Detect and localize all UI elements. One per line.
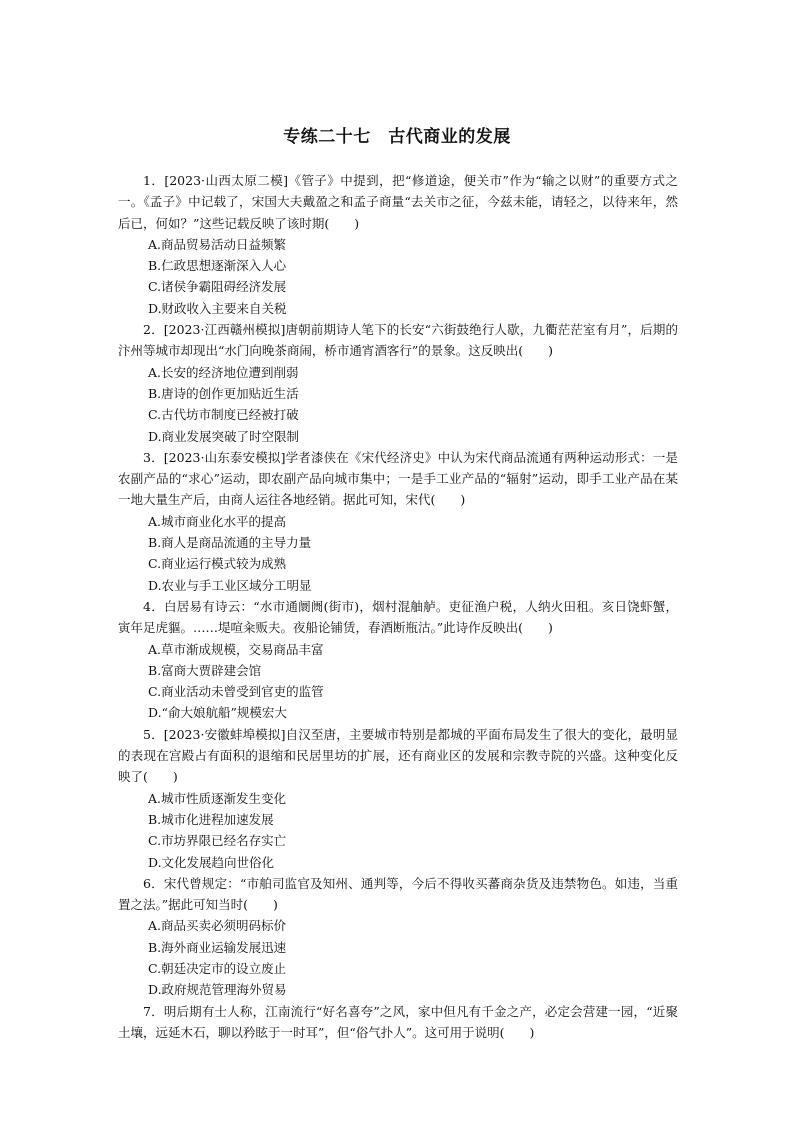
question-6 [118, 873, 678, 1001]
option-b: B.商人是商品流通的主导力量 [148, 535, 312, 551]
option-b: B.城市化进程加速发展 [148, 811, 274, 827]
option-b: B.海外商业运输发展迅速 [148, 939, 287, 955]
option-d: D.文化发展趋向世俗化 [148, 854, 275, 870]
option-c: C.古代坊市制度已经被打破 [148, 407, 299, 423]
question-5 [118, 724, 678, 873]
option-a: A.商品买卖必须明码标价 [148, 918, 287, 934]
option-a: A.城市性质逐渐发生变化 [148, 790, 287, 806]
option-d: D.商业发展突破了时空限制 [148, 428, 300, 444]
option-d: D.财政收入主要来自关税 [148, 300, 287, 316]
option-b: B.唐诗的创作更加贴近生活 [148, 385, 299, 401]
option-a: A.商品贸易活动日益频繁 [148, 236, 287, 252]
option-a: A.长安的经济地位遭到削弱 [148, 364, 299, 380]
question-stem: 1．[2023·山西太原二模]《管子》中提到，把“修道途，便关市”作为“输之以财”的重要方式之一。《孟子》中记载了，宋国大夫戴盈之和孟子商量“去关市之征，今兹未能，请轻之，以待来年，然后已，何如？”这些记载反映了该时期( ) [118, 173, 678, 231]
question-7 [118, 1001, 678, 1044]
question-list [118, 170, 678, 1043]
option-d: D.政府规范管理海外贸易 [148, 982, 287, 998]
option-d: D.农业与手工业区域分工明显 [148, 577, 312, 593]
question-2 [118, 319, 678, 447]
option-b: B.仁政思想逐渐深入人心 [148, 258, 287, 274]
question-stem: 2．[2023·江西赣州模拟]唐朝前期诗人笔下的长安“六街鼓绝行人歇，九衢茫茫室有月”，后期的汴州等城市却现出“水门向晚茶商闹，桥市通宵酒客行”的景象。这反映出( ) [118, 322, 678, 359]
option-c: C.商业活动未曾受到官吏的监管 [148, 684, 324, 700]
option-c: C.诸侯争霸阻碍经济发展 [148, 279, 287, 295]
option-c: C.市坊界限已经名存实亡 [148, 833, 287, 849]
question-4 [118, 596, 678, 724]
question-1 [118, 170, 678, 319]
option-c: C.商业运行模式较为成熟 [148, 556, 287, 572]
question-stem: 4．白居易有诗云：“水市通阛阓(街市)，烟村混舳舻。吏征渔户税，人纳火田租。亥日饶虾蟹，寅年足虎貙。……堤喧籴贩夫。夜船论铺赁，春酒断瓶沽。”此诗作反映出( ) [118, 598, 678, 636]
question-stem: 3．[2023·山东泰安模拟]学者漆侠在《宋代经济史》中认为宋代商品流通有两种运动形式：一是农副产品的“求心”运动，即农副产品向城市集中；一是手工业产品的“辐射”运动，即手工业产品在某一地大量生产后，由商人运往各地经销。据此可知，宋代( ) [118, 449, 678, 508]
option-b: B.富商大贾辟建会馆 [148, 662, 262, 678]
question-stem: 7．明后期有士人称，江南流行“好名喜夸”之风，家中但凡有千金之产，必定会营建一园，“近聚土壤，远延木石，聊以矜眩于一时耳”，但“俗气扑人”。这可用于说明( ) [118, 1003, 678, 1040]
option-a: A.草市渐成规模，交易商品丰富 [148, 641, 324, 657]
option-d: D.“俞大娘航船”规模宏大 [148, 705, 287, 721]
question-stem: 5．[2023·安徽蚌埠模拟]自汉至唐，主要城市特别是都城的平面布局发生了很大的变化，最明显的表现在宫殿占有面积的退缩和民居里坊的扩展，还有商业区的发展和宗教寺院的兴盛。这种变化反映了( ) [118, 726, 678, 785]
question-3 [118, 447, 678, 596]
page-title: 专练二十七 古代商业的发展 [283, 127, 511, 147]
question-stem: 6．宋代曾规定：“市舶司监官及知州、通判等，今后不得收买蕃商杂货及违禁物色。如违，当重置之法。”据此可知当时( ) [118, 875, 678, 913]
option-c: C.朝廷决定市的设立废止 [148, 960, 287, 976]
option-a: A.城市商业化水平的提高 [148, 513, 287, 529]
